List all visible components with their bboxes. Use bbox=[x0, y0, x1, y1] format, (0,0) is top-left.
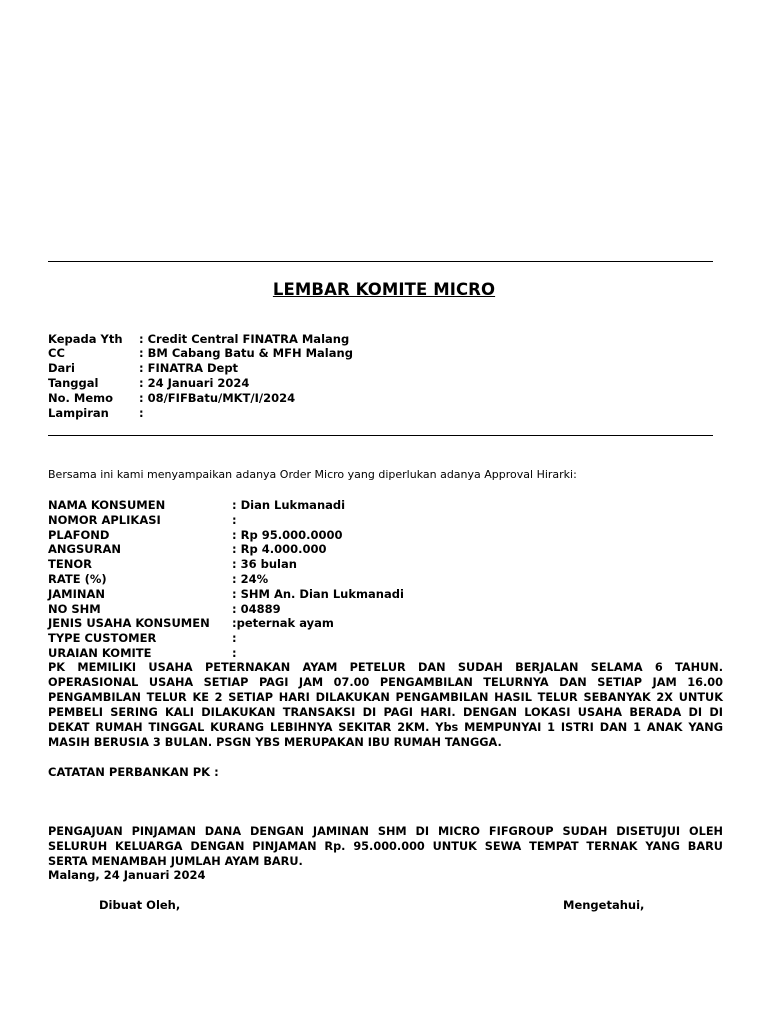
field-value: : 24 Januari 2024 bbox=[139, 376, 250, 390]
field-value: : bbox=[232, 646, 237, 660]
field-label: TYPE CUSTOMER bbox=[48, 631, 157, 645]
field-label: URAIAN KOMITE bbox=[48, 646, 152, 660]
top-divider bbox=[48, 261, 713, 262]
field-label: JAMINAN bbox=[48, 587, 106, 601]
field-value: :peternak ayam bbox=[232, 616, 334, 630]
field-value: : 24% bbox=[232, 572, 269, 586]
field-label: No. Memo bbox=[48, 391, 114, 405]
field-value: : 04889 bbox=[232, 602, 281, 616]
header-divider bbox=[48, 435, 713, 436]
field-label: NO SHM bbox=[48, 602, 101, 616]
field-label: NAMA KONSUMEN bbox=[48, 498, 166, 512]
field-value: : Rp 4.000.000 bbox=[232, 542, 327, 556]
field-value: : 36 bulan bbox=[232, 557, 297, 571]
field-value: : FINATRA Dept bbox=[139, 361, 239, 375]
field-label: NOMOR APLIKASI bbox=[48, 513, 161, 527]
field-value: : SHM An. Dian Lukmanadi bbox=[232, 587, 404, 601]
field-value: : bbox=[232, 513, 237, 527]
conclusion-paragraph: PENGAJUAN PINJAMAN DANA DENGAN JAMINAN SHM DI MICRO FIFGROUP SUDAH DISETUJUI OLEH SELURUH KELUARGA DENGAN PINJAMAN Rp. 95.000.000 UNTUK SEWA TEMPAT TERNAK YANG BARU SERTA MENAMBAH JUMLAH AYAM BARU. bbox=[48, 825, 723, 868]
field-label: Lampiran bbox=[48, 406, 109, 420]
made-by-label: Dibuat Oleh, bbox=[99, 898, 181, 912]
catatan-label: CATATAN PERBANKAN PK : bbox=[48, 765, 219, 779]
field-value: : Rp 95.000.0000 bbox=[232, 528, 343, 542]
field-value: : Dian Lukmanadi bbox=[232, 498, 346, 512]
intro-text: Bersama ini kami menyampaikan adanya Order Micro yang diperlukan adanya Approval Hirarki: bbox=[48, 468, 577, 481]
field-label: ANGSURAN bbox=[48, 542, 121, 556]
document-title: LEMBAR KOMITE MICRO bbox=[272, 280, 496, 299]
field-label: RATE (%) bbox=[48, 572, 107, 586]
field-label: Dari bbox=[48, 361, 75, 375]
field-value: : bbox=[139, 406, 144, 420]
field-label: JENIS USAHA KONSUMEN bbox=[48, 616, 210, 630]
field-label: Kepada Yth bbox=[48, 332, 123, 346]
field-label: PLAFOND bbox=[48, 528, 110, 542]
field-value: : Credit Central FINATRA Malang bbox=[139, 332, 350, 346]
field-value: : bbox=[232, 631, 237, 645]
acknowledged-label: Mengetahui, bbox=[563, 898, 645, 912]
field-label: CC bbox=[48, 346, 65, 360]
field-value: : BM Cabang Batu & MFH Malang bbox=[139, 346, 353, 360]
uraian-paragraph: PK MEMILIKI USAHA PETERNAKAN AYAM PETELUR DAN SUDAH BERJALAN SELAMA 6 TAHUN. OPERASIONAL USAHA SETIAP PAGI JAM 07.00 PENGAMBILAN TELURNYA DAN SETIAP JAM 16.00 PENGAMBILAN TELUR KE 2 SETIAP HARI DILAKUKAN PENGAMBILAN HASIL TELUR SEBANYAK 2X UNTUK PEMBELI SERING KALI DILAKUKAN TRANSAKSI DI PAGI HARI. DENGAN LOKASI USAHA BERADA DI DI DEKAT RUMAH TINGGAL KURANG LEBIHNYA SEKITAR 2KM. Ybs MEMPUNYAI 1 ISTRI DAN 1 ANAK YANG MASIH BERUSIA 3 BULAN. PSGN YBS MERUPAKAN IBU RUMAH TANGGA. bbox=[48, 661, 723, 749]
place-date: Malang, 24 Januari 2024 bbox=[48, 868, 206, 882]
field-value: : 08/FIFBatu/MKT/I/2024 bbox=[139, 391, 296, 405]
field-label: TENOR bbox=[48, 557, 92, 571]
field-label: Tanggal bbox=[48, 376, 99, 390]
